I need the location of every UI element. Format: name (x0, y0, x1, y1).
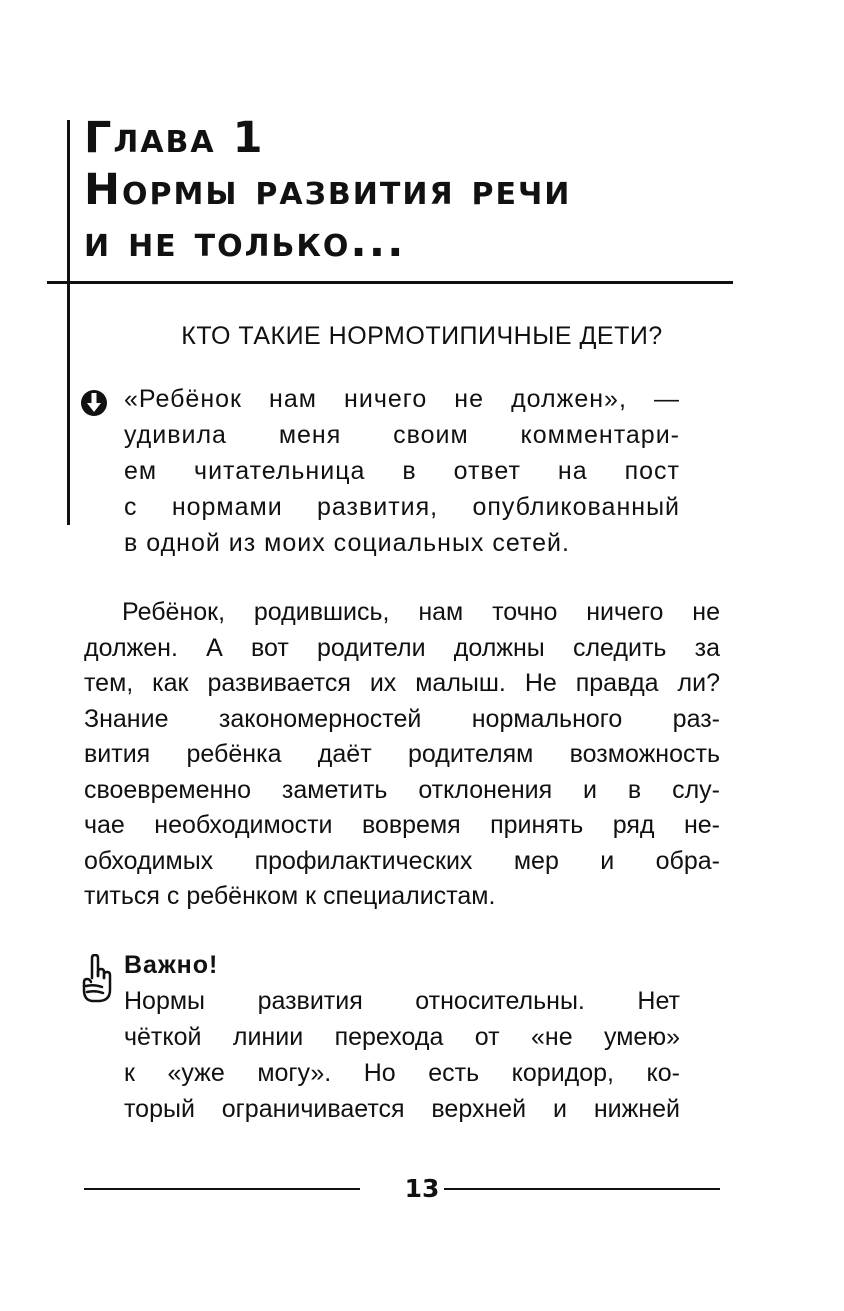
quote-line: с нормами развития, опубликованный (124, 493, 680, 521)
quote-line: ем читательница в ответ на пост (124, 457, 680, 485)
body-line: тем, как развивается их малыш. Не правда ли? (84, 669, 720, 697)
important-line: Нормы развития относительны. Нет (124, 987, 680, 1015)
body-paragraph (84, 595, 720, 915)
footer-rule-right (444, 1188, 720, 1190)
body-line: обходимых профилактических мер и обра- (84, 846, 720, 875)
important-line: чёткой линии перехода от «не умею» (124, 1023, 680, 1051)
important-note (124, 983, 680, 1127)
chapter-title-line-1: Нормы развития речи (84, 165, 572, 215)
section-title: КТО ТАКИЕ НОРМОТИПИЧНЫЕ ДЕТИ? (181, 322, 663, 350)
pointing-hand-icon (80, 954, 114, 1009)
important-line: к «уже могу». Но есть коридор, ко- (124, 1059, 680, 1087)
chapter-heading (84, 112, 571, 268)
epigraph-quote (124, 381, 680, 561)
quote-line: «Ребёнок нам ничего не должен», — (124, 385, 680, 413)
important-line: торый ограничивается верхней и нижней (124, 1095, 680, 1123)
body-line: должен. А вот родители должны следить за (84, 633, 720, 662)
quote-line: в одной из моих социальных сетей. (124, 529, 570, 557)
page-number: 13 (404, 1174, 440, 1203)
body-line: Знание закономерностей нормального раз- (84, 704, 720, 733)
quote-line: удивила меня своим комментари- (124, 421, 680, 449)
body-line: своевременно заметить отклонения и в слу- (84, 775, 720, 804)
pin-down-icon (80, 388, 108, 423)
chapter-title-line-2: и не только... (84, 217, 406, 267)
chapter-horizontal-rule (47, 281, 733, 284)
body-line: вития ребёнка даёт родителям возможность (84, 740, 720, 768)
body-line: титься с ребёнком к специалистам. (84, 882, 496, 910)
important-title: Важно! (124, 951, 219, 979)
body-line: чае необходимости вовремя принять ряд не- (84, 811, 720, 839)
chapter-number: Глава 1 (84, 113, 265, 163)
body-line: Ребёнок, родившись, нам точно ничего не (122, 598, 720, 626)
